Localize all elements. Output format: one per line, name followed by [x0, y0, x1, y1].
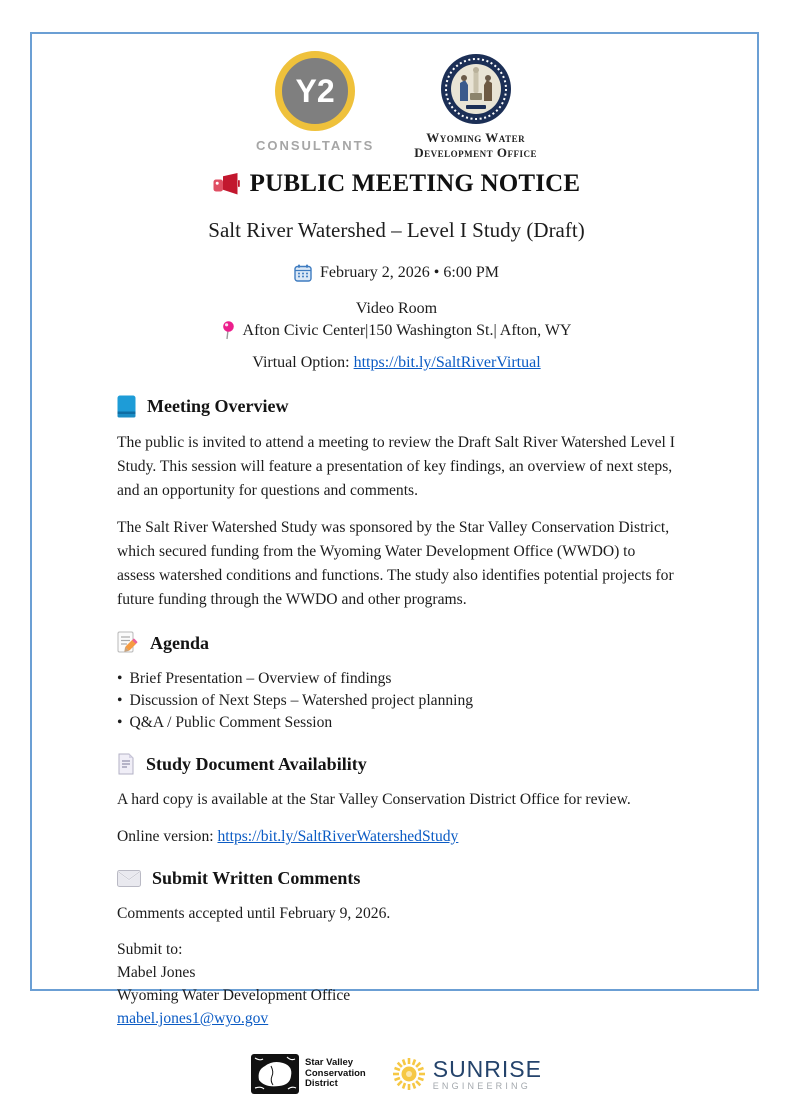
- sunrise-engineering-logo: [392, 1057, 542, 1091]
- envelope-icon: [117, 870, 141, 887]
- event-room: Video Room: [355, 300, 438, 317]
- section-heading-label: Study Document Availability: [146, 753, 367, 774]
- submit-to-label: Submit to:: [117, 941, 183, 958]
- agenda-item-text: Q&A / Public Comment Session: [129, 714, 333, 731]
- section-availability-heading: [117, 753, 676, 775]
- contact-name: Mabel Jones: [117, 964, 196, 981]
- contact-email-link[interactable]: mabel.jones1@wyo.gov: [117, 1010, 269, 1027]
- virtual-option-link[interactable]: https://bit.ly/SaltRiverVirtual: [353, 354, 541, 371]
- agenda-item: [117, 668, 676, 690]
- bullet-glyph: •: [117, 670, 123, 687]
- wwdo-label-line1: Wyoming Water: [426, 130, 526, 145]
- header-logos: [117, 49, 676, 160]
- section-heading-label: Meeting Overview: [147, 396, 289, 416]
- calendar-icon: [294, 264, 312, 282]
- comments-deadline: Comments accepted until February 9, 2026.: [117, 905, 391, 922]
- online-version-label: Online version:: [117, 828, 218, 845]
- virtual-option-row: [117, 354, 676, 372]
- agenda-item-text: Discussion of Next Steps – Watershed project planning: [129, 692, 474, 709]
- wwdo-label-line2: Development Office: [414, 145, 538, 160]
- online-version-link[interactable]: https://bit.ly/SaltRiverWatershedStudy: [217, 828, 459, 845]
- event-title: Salt River Watershed – Level I Study (Draft): [208, 218, 585, 242]
- svcd-line3: District: [305, 1078, 338, 1090]
- y2-logo-circle: Y2: [275, 51, 355, 131]
- overview-paragraph-1: The public is invited to attend a meeting to review the Draft Salt River Watershed Level I Study. This session will feature a presentation of key findings, an overview of next steps, and an opportunity for questions and comments.: [117, 434, 675, 499]
- event-datetime: February 2, 2026 • 6:00 PM: [320, 264, 499, 281]
- wwdo-seal-icon: [440, 53, 512, 125]
- megaphone-icon: [213, 173, 240, 196]
- star-valley-conservation-district-logo: [251, 1054, 366, 1094]
- sunrise-name: SUNRISE: [432, 1055, 542, 1082]
- svcd-line1: Star Valley: [305, 1057, 354, 1069]
- svcd-emblem-icon: [251, 1054, 299, 1094]
- svcd-text: [305, 1058, 366, 1090]
- svcd-line2: Conservation: [305, 1067, 366, 1079]
- footer-logos: [117, 1054, 676, 1094]
- section-meeting-overview-heading: [117, 395, 676, 418]
- overview-paragraph-2: The Salt River Watershed Study was sponsored by the Star Valley Conservation District, which secured funding from the Wyoming Water Development Office (WWDO) to assess watershed conditions and functions. The study also identifies potential projects for future funding through the WWDO and other programs.: [117, 519, 674, 608]
- availability-online-row: [117, 825, 676, 849]
- event-location: Afton Civic Center|150 Washington St.| Afton, WY: [242, 321, 572, 339]
- bullet-glyph: •: [117, 714, 123, 731]
- sunrise-sun-icon: [392, 1057, 426, 1091]
- agenda-item: [117, 690, 676, 712]
- wwdo-logo: [414, 53, 537, 160]
- section-agenda-heading: [117, 631, 676, 655]
- section-heading-label: Submit Written Comments: [152, 868, 361, 888]
- agenda-item: [117, 712, 676, 734]
- notice-content: [30, 33, 763, 1094]
- availability-hardcopy-text: A hard copy is available at the Star Valley Conservation District Office for review.: [117, 791, 631, 808]
- notice-title: PUBLIC MEETING NOTICE: [249, 170, 581, 197]
- wwdo-label: [414, 130, 537, 160]
- section-comments-heading: [117, 868, 676, 889]
- event-datetime-row: [117, 264, 676, 282]
- contact-org: Wyoming Water Development Office: [117, 987, 351, 1004]
- event-location-row: [117, 321, 676, 340]
- y2-consultants-logo: [256, 51, 374, 153]
- memo-pencil-icon: [117, 631, 139, 655]
- bullet-glyph: •: [117, 692, 123, 709]
- location-pin-icon: [222, 321, 235, 340]
- document-page-icon: [117, 753, 135, 775]
- section-heading-label: Agenda: [150, 632, 210, 653]
- agenda-list: [117, 668, 676, 734]
- submit-contact-block: [117, 938, 676, 1030]
- virtual-option-label: Virtual Option:: [252, 354, 354, 371]
- y2-logo-subtext: CONSULTANTS: [255, 138, 375, 153]
- notice-title-row: [117, 170, 676, 198]
- sunrise-text: [432, 1055, 542, 1091]
- agenda-item-text: Brief Presentation – Overview of findings: [129, 670, 392, 687]
- sunrise-subtitle: ENGINEERING: [432, 1080, 531, 1091]
- blue-book-icon: [117, 395, 136, 418]
